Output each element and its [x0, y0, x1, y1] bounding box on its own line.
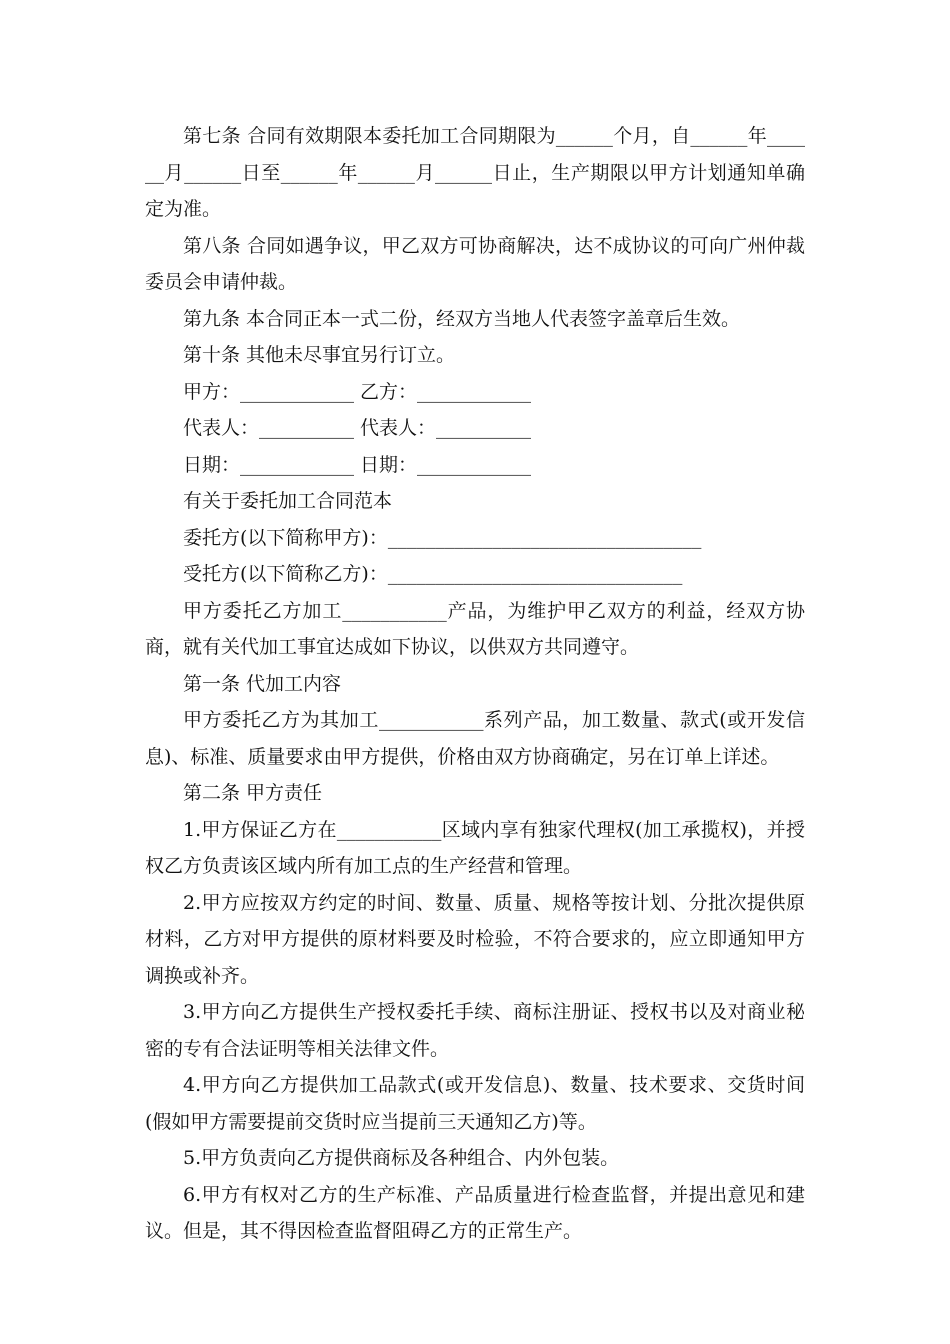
list-item: 2.甲方应按双方约定的时间、数量、质量、规格等按计划、分批次提供原材料，乙方对甲方提供的原材料要及时检验，不符合要求的，应立即通知甲方调换或补齐。 [145, 891, 805, 987]
article-9-paragraph: 第九条 本合同正本一式二份，经双方当地人代表签字盖章后生效。 [183, 307, 741, 330]
document-body [145, 118, 805, 1250]
representative-signature-line: 代表人：__________ 代表人：__________ [183, 417, 532, 439]
party-signature-line: 甲方：____________ 乙方：____________ [183, 380, 532, 403]
entrusted-party-line: 受托方(以下简称乙方)：_______________________________ [183, 563, 683, 585]
article-1-paragraph: 甲方委托乙方为其加工___________系列产品，加工数量、款式(或开发信息)、标准、质量要求由甲方提供，价格由双方协商确定，另在订单上详述。 [145, 709, 805, 768]
article-1-heading: 第一条 代加工内容 [183, 672, 342, 695]
list-item: 1.甲方保证乙方在___________区域内享有独家代理权(加工承揽权)，并授权乙方负责该区域内所有加工点的生产经营和管理。 [145, 818, 805, 877]
article-10-paragraph: 第十条 其他未尽事宜另行订立。 [183, 344, 456, 366]
article-2-heading: 第二条 甲方责任 [183, 782, 323, 804]
template-title: 有关于委托加工合同范本 [183, 490, 393, 512]
list-item: 6.甲方有权对乙方的生产标准、产品质量进行检查监督，并提出意见和建议。但是，其不得因检查监督阻碍乙方的正常生产。 [145, 1183, 805, 1242]
intro-paragraph: 甲方委托乙方加工___________产品，为维护甲乙双方的利益，经双方协商，就有关代加工事宜达成如下协议，以供双方共同遵守。 [145, 599, 805, 658]
article-8-paragraph: 第八条 合同如遇争议，甲乙双方可协商解决，达不成协议的可向广州仲裁委员会申请仲裁。 [145, 234, 805, 293]
list-item: 3.甲方向乙方提供生产授权委托手续、商标注册证、授权书以及对商业秘密的专有合法证明等相关法律文件。 [145, 1001, 805, 1060]
list-item: 4.甲方向乙方提供加工品款式(或开发信息)、数量、技术要求、交货时间(假如甲方需要提前交货时应当提前三天通知乙方)等。 [145, 1074, 805, 1133]
entrusting-party-line: 委托方(以下简称甲方)：_________________________________ [183, 526, 702, 549]
list-item: 5.甲方负责向乙方提供商标及各种组合、内外包装。 [183, 1147, 620, 1169]
date-signature-line: 日期：____________ 日期：____________ [183, 453, 532, 476]
article-7-paragraph: 第七条 合同有效期限本委托加工合同期限为______个月，自______年______月______日至______年______月______日止，生产期限以甲方计划通知单确定为准。 [145, 125, 805, 220]
